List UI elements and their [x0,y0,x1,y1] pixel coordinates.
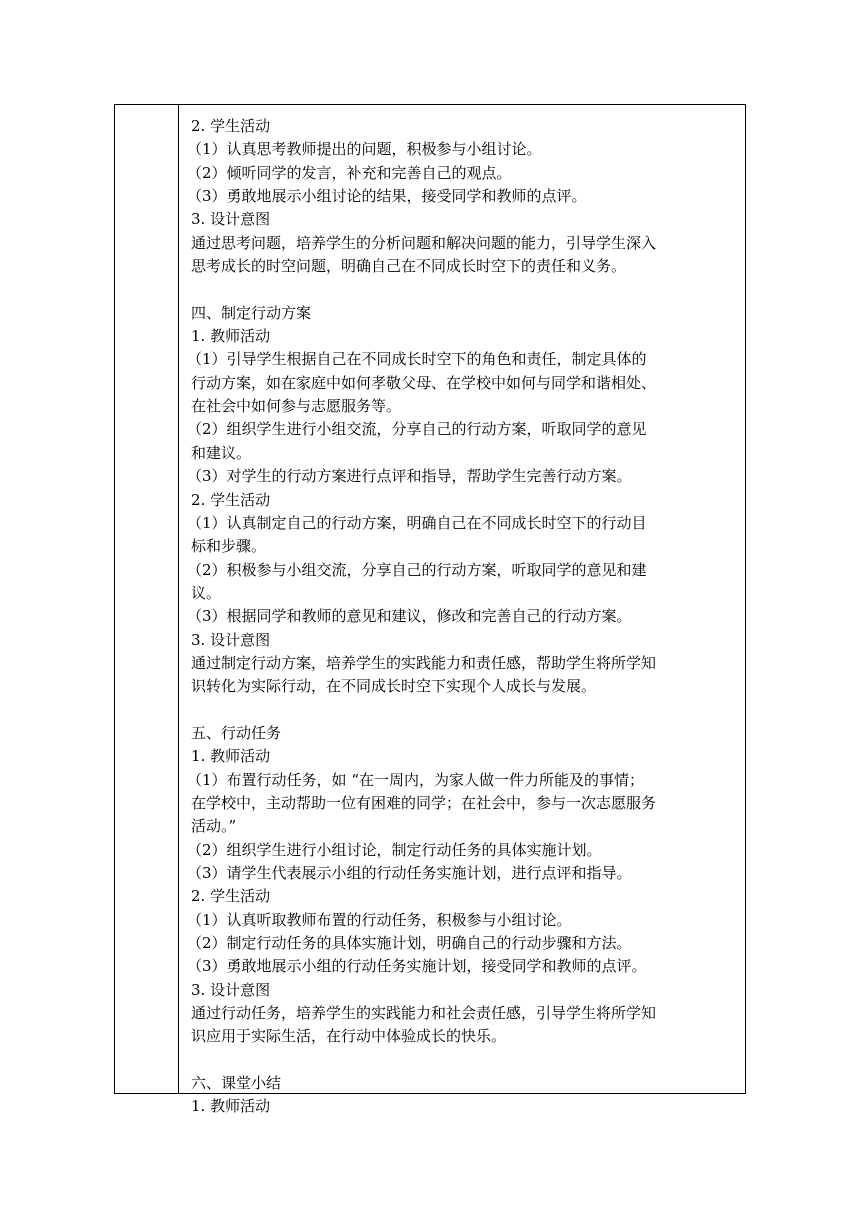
text-line: （1）认真听取教师布置的行动任务，积极参与小组讨论。 [187,910,572,929]
text-line: （3）根据同学和教师的意见和建议，修改和完善自己的行动方案。 [187,607,632,626]
table-content-cell [179,105,745,1116]
text-line: 识应用于实际生活，在行动中体验成长的快乐。 [191,1027,507,1046]
text-line: 通过制定行动方案，培养学生的实践能力和责任感，帮助学生将所学知 [191,653,657,672]
text-line: 标和步骤。 [191,537,267,556]
text-line: 3. 设计意图 [191,980,271,999]
text-line: （2）组织学生进行小组交流，分享自己的行动方案，听取同学的意见 [187,420,647,439]
text-line: 四、制定行动方案 [191,303,312,322]
text-line: 1. 教师活动 [191,1097,271,1116]
text-line: 六、课堂小结 [191,1074,282,1093]
text-line: （3）请学生代表展示小组的行动任务实施计划，进行点评和指导。 [187,864,632,882]
blank-line [191,1049,735,1072]
text-line: 2. 学生活动 [191,887,271,906]
text-line: 2. 学生活动 [191,117,271,135]
lesson-plan-table [114,104,746,1116]
text-line: （2）制定行动任务的具体实施计划，明确自己的行动步骤和方法。 [187,934,632,953]
text-line: （1）布置行动任务，如 “在一周内，为家人做一件力所能及的事情； [187,770,644,789]
blank-line [191,699,735,722]
text-line: （1）认真思考教师提出的问题，积极参与小组讨论。 [187,140,542,159]
text-line: 在社会中如何参与志愿服务等。 [191,397,402,416]
text-line: （1）认真制定自己的行动方案，明确自己在不同成长时空下的行动目 [187,513,647,532]
text-line: 行动方案，如在家庭中如何孝敬父母、在学校中如何与同学和谐相处、 [191,373,657,392]
text-line: 3. 设计意图 [191,630,271,649]
text-line: （2）积极参与小组交流，分享自己的行动方案，听取同学的意见和建 [187,560,647,579]
text-line: （3）勇敢地展示小组的行动任务实施计划，接受同学和教师的点评。 [187,957,647,976]
text-line: （2）组织学生进行小组讨论，制定行动任务的具体实施计划。 [187,840,602,859]
text-line: 识转化为实际行动，在不同成长时空下实现个人成长与发展。 [191,677,597,696]
text-line: 和建议。 [191,443,252,462]
text-line: （2）倾听同学的发言，补充和完善自己的观点。 [187,163,512,182]
text-line: 2. 学生活动 [191,490,271,509]
blank-line [191,278,735,301]
text-line: 1. 教师活动 [191,747,271,766]
text-line: 五、行动任务 [191,723,282,742]
text-line: 活动。” [191,817,237,836]
text-line: （1）引导学生根据自己在不同成长时空下的角色和责任，制定具体的 [187,350,647,369]
text-line: 在学校中，主动帮助一位有困难的同学；在社会中，参与一次志愿服务 [191,793,657,812]
text-line: 通过行动任务，培养学生的实践能力和社会责任感，引导学生将所学知 [191,1004,657,1023]
text-line: （3）勇敢地展示小组讨论的结果，接受同学和教师的点评。 [187,187,587,206]
table-left-column [115,105,179,1093]
text-line: 3. 设计意图 [191,210,271,229]
text-line: 议。 [191,583,222,602]
text-line: （3）对学生的行动方案进行点评和指导，帮助学生完善行动方案。 [187,467,632,486]
text-line: 1. 教师活动 [191,327,271,346]
text-line: 通过思考问题，培养学生的分析问题和解决问题的能力，引导学生深入 [191,233,657,252]
text-line: 思考成长的时空问题，明确自己在不同成长时空下的责任和义务。 [191,257,627,276]
